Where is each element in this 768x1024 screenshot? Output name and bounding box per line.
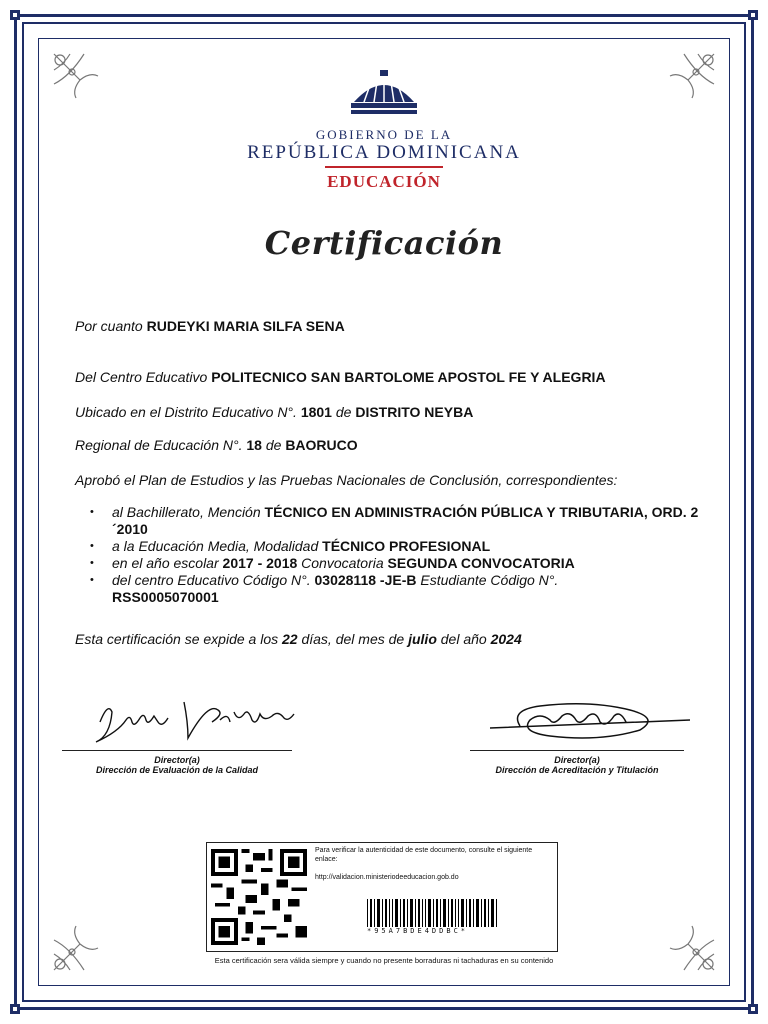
centro-name: POLITECNICO SAN BARTOLOME APOSTOL FE Y ALEGRIA — [211, 369, 606, 385]
regional-num: 18 — [246, 437, 262, 453]
distrito-line — [75, 404, 473, 420]
regional-de: de — [265, 437, 282, 453]
verification-box — [206, 842, 558, 952]
student-code-label: Estudiante Código N°. — [420, 572, 559, 588]
centro-label: Del Centro Educativo — [75, 369, 208, 385]
signature-title-right: Director(a) — [554, 755, 600, 765]
signature-right-icon — [480, 696, 700, 746]
issued-year: 2024 — [490, 631, 522, 647]
issued-month: julio — [408, 631, 437, 647]
regional-line — [75, 437, 358, 453]
logo-line-1: GOBIERNO DE LA — [315, 127, 453, 142]
signature-left-icon — [88, 692, 308, 752]
distrito-num: 1801 — [300, 404, 332, 420]
signature-dept-right: Dirección de Acreditación y Titulación — [495, 765, 659, 775]
student-line — [75, 318, 345, 334]
logo-line-2: REPÚBLICA DOMINICANA — [247, 142, 521, 163]
corner-square-br — [748, 1004, 758, 1014]
signature-line — [62, 750, 292, 751]
distrito-de: de — [335, 404, 352, 420]
convocatoria-value: SEGUNDA CONVOCATORIA — [387, 555, 575, 571]
distrito-name: DISTRITO NEYBA — [355, 404, 474, 420]
bachillerato-label: al Bachillerato, Mención — [112, 504, 261, 520]
list-item — [90, 504, 710, 538]
issued-mid1: días, del mes de — [301, 631, 405, 647]
corner-square-tl — [10, 10, 20, 20]
signature-dept-left: Dirección de Evaluación de la Calidad — [95, 765, 259, 775]
barcode-label: *95A7BDE4DDBC* — [367, 927, 469, 935]
modalidad-value: TÉCNICO PROFESIONAL — [322, 538, 491, 554]
issued-line — [75, 631, 522, 647]
convocatoria-label: Convocatoria — [301, 555, 384, 571]
logo-divider — [325, 166, 443, 168]
aprobo-line — [75, 472, 617, 488]
verification-link[interactable]: http://validacion.ministeriodeeducacion.gob.do — [315, 874, 459, 881]
list-item — [90, 572, 710, 606]
document-title: Certificación — [264, 224, 504, 262]
corner-square-bl — [10, 1004, 20, 1014]
bachillerato-value: TÉCNICO EN ADMINISTRACIÓN PÚBLICA Y TRIBUTARIA, ORD. 2´2010 — [112, 504, 699, 537]
centro-line — [75, 369, 606, 385]
centro-code: 03028118 — [314, 572, 377, 588]
barcode-icon — [367, 899, 499, 927]
centro-code-suffix: -JE-B — [376, 572, 417, 588]
qr-code-icon[interactable] — [211, 847, 307, 947]
signature-block-left — [62, 750, 292, 775]
program-list — [90, 504, 710, 606]
government-logo — [0, 70, 768, 192]
logo-line-3: EDUCACIÓN — [327, 172, 441, 191]
regional-name: BAORUCO — [285, 437, 358, 453]
issued-day: 22 — [282, 631, 298, 647]
issued-mid2: del año — [440, 631, 487, 647]
verification-instructions: Para verificar la autenticidad de este documento, consulte el siguiente enlace: — [315, 847, 533, 863]
student-name: RUDEYKI MARIA SILFA SENA — [146, 318, 345, 334]
student-code: RSS0005070001 — [112, 589, 219, 605]
list-item — [90, 538, 710, 555]
centro-code-label: del centro Educativo Código N°. — [112, 572, 311, 588]
signature-title-left: Director(a) — [154, 755, 200, 765]
school-year: 2017 - 2018 — [222, 555, 298, 571]
dome-icon — [349, 70, 419, 118]
issued-pre: Esta certificación se expide a los — [75, 631, 279, 647]
modalidad-label: a la Educación Media, Modalidad — [112, 538, 319, 554]
aprobo-text: Aprobó el Plan de Estudios y las Pruebas Nacionales de Conclusión, correspondientes: — [75, 472, 618, 488]
corner-square-tr — [748, 10, 758, 20]
list-item — [90, 555, 710, 572]
footer-note: Esta certificación sera válida siempre y cuando no presente borraduras ni tachaduras en su contenido — [214, 956, 554, 965]
signature-block-right — [470, 750, 684, 775]
signature-line — [470, 750, 684, 751]
distrito-label: Ubicado en el Distrito Educativo N°. — [75, 404, 297, 420]
regional-label: Regional de Educación N°. — [75, 437, 243, 453]
year-label: en el año escolar — [112, 555, 219, 571]
por-cuanto-label: Por cuanto — [75, 318, 143, 334]
